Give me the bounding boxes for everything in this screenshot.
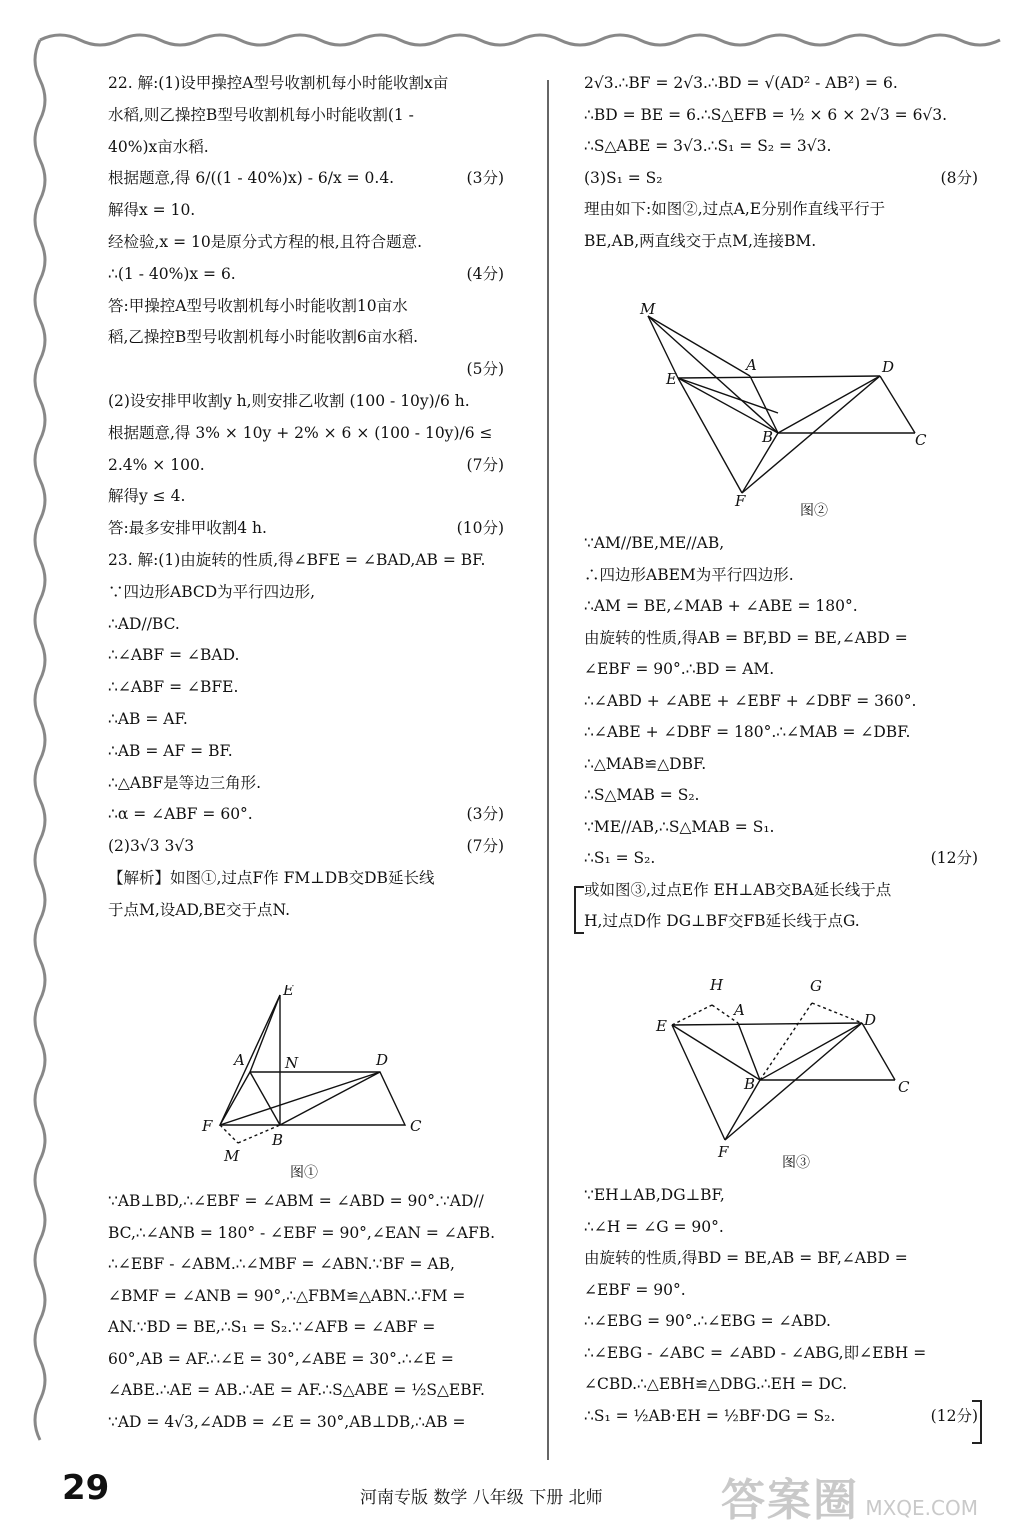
figure-3-caption: 图③ bbox=[782, 1155, 810, 1171]
text-line bbox=[584, 532, 982, 554]
text-line bbox=[108, 422, 508, 444]
fig2-label: M bbox=[640, 300, 656, 318]
score: (12分) bbox=[930, 1406, 978, 1425]
line-text: ∵AB⊥BD,∴∠EBF = ∠ABM = ∠ABD = 90°.∵AD// bbox=[108, 1192, 484, 1210]
text-line bbox=[108, 326, 508, 348]
text-line bbox=[108, 1379, 508, 1401]
line-text: ∴AB = AF. bbox=[108, 710, 188, 728]
text-line bbox=[584, 1216, 982, 1238]
fig1-label: M bbox=[224, 1147, 240, 1165]
watermark-logo: 答案圈 bbox=[720, 1475, 859, 1526]
line-text: (2)设安排甲收割y h,则安排乙收割 (100 - 10y)/6 h. bbox=[108, 392, 470, 410]
fig1-label: B bbox=[272, 1131, 284, 1149]
line-text: ∴四边形ABEM为平行四边形. bbox=[584, 565, 794, 584]
fig3-label: B bbox=[744, 1075, 756, 1093]
text-line bbox=[584, 198, 982, 220]
text-line bbox=[584, 135, 982, 157]
line-text: (2)3√3 3√3 bbox=[108, 837, 195, 856]
text-line bbox=[108, 835, 508, 857]
line-text: 答:甲操控A型号收割机每小时能收割10亩水 bbox=[108, 296, 408, 315]
text-line bbox=[108, 1253, 508, 1275]
text-line bbox=[584, 1373, 982, 1395]
text-line bbox=[108, 1190, 508, 1212]
line-text: ∴α = ∠ABF = 60°. bbox=[108, 805, 253, 824]
line-text: ∠EBF = 90°. bbox=[584, 1280, 686, 1299]
text-line bbox=[108, 676, 508, 698]
line-text: ∴∠EBG - ∠ABC = ∠ABD - ∠ABG,即∠EBH = bbox=[584, 1343, 927, 1362]
text-line bbox=[108, 613, 508, 635]
text-line bbox=[584, 72, 982, 94]
line-text: 【解析】如图①,过点F作 FM⊥DB交DB延长线 bbox=[108, 869, 435, 887]
text-line bbox=[584, 627, 982, 649]
text-line bbox=[108, 454, 508, 476]
line-text: 解得y ≤ 4. bbox=[108, 487, 186, 506]
text-line bbox=[584, 690, 982, 712]
text-line bbox=[584, 595, 982, 617]
text-line bbox=[108, 1348, 508, 1370]
line-text: 22. 解:(1)设甲操控A型号收割机每小时能收割x亩 bbox=[108, 74, 449, 92]
line-text: ∴AD//BC. bbox=[108, 614, 180, 633]
text-line bbox=[584, 910, 982, 932]
text-line bbox=[108, 803, 508, 825]
line-text: ∴S₁ = S₂. bbox=[584, 849, 656, 867]
text-line bbox=[584, 847, 982, 869]
line-text: ∴∠ABD + ∠ABE + ∠EBF + ∠DBF = 360°. bbox=[584, 691, 917, 710]
line-text: 或如图③,过点E作 EH⊥AB交BA延长线于点 bbox=[584, 880, 892, 899]
line-text: ∵AD = 4√3,∠ADB = ∠E = 30°,AB⊥DB,∴AB = bbox=[108, 1412, 466, 1431]
figure-3 bbox=[650, 975, 920, 1165]
score: (3分) bbox=[466, 805, 504, 824]
text-line bbox=[108, 549, 508, 571]
line-text: ∠ABE.∴AE = AB.∴AE = AF.∴S△ABE = ½S△EBF. bbox=[108, 1381, 485, 1399]
text-line bbox=[108, 231, 508, 253]
line-text: 稻,乙操控B型号收割机每小时能收割6亩水稻. bbox=[108, 328, 419, 347]
fig3-label: F bbox=[718, 1143, 729, 1161]
line-text: ∴(1 - 40%)x = 6. bbox=[108, 264, 236, 283]
line-text: ∵AM//BE,ME//AB, bbox=[584, 534, 725, 552]
line-text: 2.4% × 100. bbox=[108, 455, 205, 474]
line-text: BC,∴∠ANB = 180° - ∠EBF = 90°,∠EAN = ∠AFB. bbox=[108, 1223, 496, 1242]
score: (3分) bbox=[466, 169, 504, 188]
text-line bbox=[584, 1279, 982, 1301]
line-text: 根据题意,得 3% × 10y + 2% × 6 × (100 - 10y)/6 ≤ bbox=[108, 423, 493, 442]
text-line bbox=[108, 72, 508, 94]
line-text: 由旋转的性质,得AB = BF,BD = BE,∠ABD = bbox=[584, 628, 908, 647]
text-line bbox=[108, 1411, 508, 1433]
line-text: ∴∠EBF - ∠ABM.∴∠MBF = ∠ABN.∵BF = AB, bbox=[108, 1255, 455, 1273]
text-line bbox=[584, 167, 982, 189]
figure-1-caption: 图① bbox=[290, 1165, 318, 1181]
line-text: ∵ME//AB,∴S△MAB = S₁. bbox=[584, 817, 775, 836]
text-line bbox=[108, 485, 508, 507]
line-text: H,过点D作 DG⊥BF交FB延长线于点G. bbox=[584, 912, 860, 930]
page-number: 29 bbox=[62, 1468, 110, 1508]
line-text: ∠EBF = 90°.∴BD = AM. bbox=[584, 660, 775, 678]
bracket-open bbox=[574, 886, 584, 934]
line-text: ∴∠ABF = ∠BAD. bbox=[108, 646, 240, 665]
line-text: ∵四边形ABCD为平行四边形, bbox=[108, 582, 316, 601]
text-line bbox=[584, 753, 982, 775]
text-line bbox=[108, 1316, 508, 1338]
score: (8分) bbox=[940, 168, 978, 187]
fig3-label: H bbox=[710, 976, 724, 994]
line-text: ∴∠ABF = ∠BFE. bbox=[108, 678, 239, 697]
line-text: ∴S△ABE = 3√3.∴S₁ = S₂ = 3√3. bbox=[584, 137, 832, 155]
fig3-label: G bbox=[810, 977, 822, 995]
figure-2-caption: 图② bbox=[800, 503, 828, 519]
line-text: 2√3.∴BF = 2√3.∴BD = √(AD² - AB²) = 6. bbox=[584, 74, 898, 92]
score: (4分) bbox=[466, 264, 504, 283]
text-line bbox=[108, 644, 508, 666]
fig1-label: C bbox=[410, 1117, 422, 1135]
line-text: 理由如下:如图②,过点A,E分别作直线平行于 bbox=[584, 200, 886, 218]
fig1-label: F bbox=[202, 1117, 213, 1135]
text-line bbox=[584, 1310, 982, 1332]
fig3-label: A bbox=[734, 1001, 745, 1019]
text-line bbox=[108, 867, 508, 889]
text-line bbox=[108, 104, 508, 126]
text-line bbox=[108, 136, 508, 158]
text-line bbox=[108, 199, 508, 221]
fig1-label: D bbox=[376, 1051, 389, 1069]
line-text: ∴AM = BE,∠MAB + ∠ABE = 180°. bbox=[584, 597, 858, 615]
text-line bbox=[108, 1285, 508, 1307]
score: (5分) bbox=[466, 360, 504, 379]
text-line bbox=[108, 708, 508, 730]
watermark-url: MXQE.COM bbox=[865, 1496, 978, 1520]
line-text: ∴S₁ = ½AB·EH = ½BF·DG = S₂. bbox=[584, 1406, 836, 1425]
score: (7分) bbox=[466, 455, 504, 474]
line-text: ∴△ABF是等边三角形. bbox=[108, 773, 262, 792]
text-line bbox=[108, 167, 508, 189]
text-line bbox=[108, 581, 508, 603]
text-line bbox=[584, 784, 982, 806]
fig3-label: E bbox=[656, 1017, 667, 1035]
line-text: ∠BMF = ∠ANB = 90°,∴△FBM≌△ABN.∴FM = bbox=[108, 1286, 466, 1305]
text-line bbox=[584, 104, 982, 126]
score: (10分) bbox=[456, 519, 504, 538]
fig2-label: D bbox=[882, 358, 895, 376]
line-text: BE,AB,两直线交于点M,连接BM. bbox=[584, 231, 817, 250]
fig3-label: C bbox=[898, 1078, 910, 1096]
score: (12分) bbox=[930, 849, 978, 867]
line-text: AN.∵BD = BE,∴S₁ = S₂.∵∠AFB = ∠ABF = bbox=[108, 1318, 436, 1336]
fig2-label: F bbox=[735, 492, 746, 508]
line-text: 60°,AB = AF.∴∠E = 30°,∠ABE = 30°.∴∠E = bbox=[108, 1349, 454, 1368]
text-line bbox=[584, 230, 982, 252]
text-line bbox=[584, 879, 982, 901]
line-text: ∴∠H = ∠G = 90°. bbox=[584, 1217, 724, 1236]
text-line bbox=[108, 1222, 508, 1244]
line-text: 由旋转的性质,得BD = BE,AB = BF,∠ABD = bbox=[584, 1249, 908, 1267]
fig3-label: D bbox=[864, 1011, 877, 1029]
line-text: 答:最多安排甲收割4 h. bbox=[108, 519, 267, 538]
line-text: 23. 解:(1)由旋转的性质,得∠BFE = ∠BAD,AB = BF. bbox=[108, 551, 486, 569]
score: (7分) bbox=[466, 837, 504, 856]
text-line bbox=[584, 816, 982, 838]
line-text: ∴∠EBG = 90°.∴∠EBG = ∠ABD. bbox=[584, 1312, 831, 1330]
line-text: ∵EH⊥AB,DG⊥BF, bbox=[584, 1186, 725, 1204]
fig1-label: E bbox=[283, 985, 294, 999]
fig1-label: N bbox=[285, 1054, 299, 1072]
fig1-label: A bbox=[234, 1051, 245, 1069]
fig2-label: A bbox=[746, 356, 757, 374]
line-text: ∴△MAB≌△DBF. bbox=[584, 754, 707, 773]
figure-2 bbox=[630, 298, 930, 508]
text-line bbox=[108, 899, 508, 921]
text-line bbox=[584, 1247, 982, 1269]
line-text: 根据题意,得 6/((1 - 40%)x) - 6/x = 0.4. bbox=[108, 169, 395, 188]
line-text: (3)S₁ = S₂ bbox=[584, 168, 663, 187]
line-text: 解得x = 10. bbox=[108, 201, 196, 220]
line-text: 40%)x亩水稻. bbox=[108, 137, 209, 156]
line-text: ∴BD = BE = 6.∴S△EFB = ½ × 6 × 2√3 = 6√3. bbox=[584, 105, 948, 124]
line-text: 水稻,则乙操控B型号收割机每小时能收割(1 - bbox=[108, 105, 414, 124]
fig2-label: E bbox=[666, 370, 677, 388]
text-line bbox=[584, 1405, 982, 1427]
text-line bbox=[108, 772, 508, 794]
text-line bbox=[108, 517, 508, 539]
line-text: ∴∠ABE + ∠DBF = 180°.∴∠MAB = ∠DBF. bbox=[584, 723, 911, 741]
line-text: 经检验,x = 10是原分式方程的根,且符合题意. bbox=[108, 233, 423, 251]
line-text: ∴AB = AF = BF. bbox=[108, 741, 233, 760]
text-line bbox=[584, 721, 982, 743]
text-line bbox=[584, 1342, 982, 1364]
text-line bbox=[108, 295, 508, 317]
fig2-label: B bbox=[762, 428, 774, 446]
line-text: ∴S△MAB = S₂. bbox=[584, 786, 700, 804]
text-line bbox=[108, 263, 508, 285]
fig2-label: C bbox=[915, 431, 927, 449]
figure-1 bbox=[190, 985, 440, 1170]
text-line bbox=[108, 390, 508, 412]
text-line bbox=[584, 1184, 982, 1206]
watermark bbox=[721, 1464, 978, 1528]
text-line bbox=[584, 658, 982, 680]
text-line bbox=[584, 564, 982, 586]
line-text: 于点M,设AD,BE交于点N. bbox=[108, 900, 290, 919]
footer-text: 河南专版 数学 八年级 下册 北师 bbox=[360, 1488, 603, 1508]
text-line bbox=[108, 740, 508, 762]
line-text: ∠CBD.∴△EBH≌△DBG.∴EH = DC. bbox=[584, 1375, 848, 1393]
